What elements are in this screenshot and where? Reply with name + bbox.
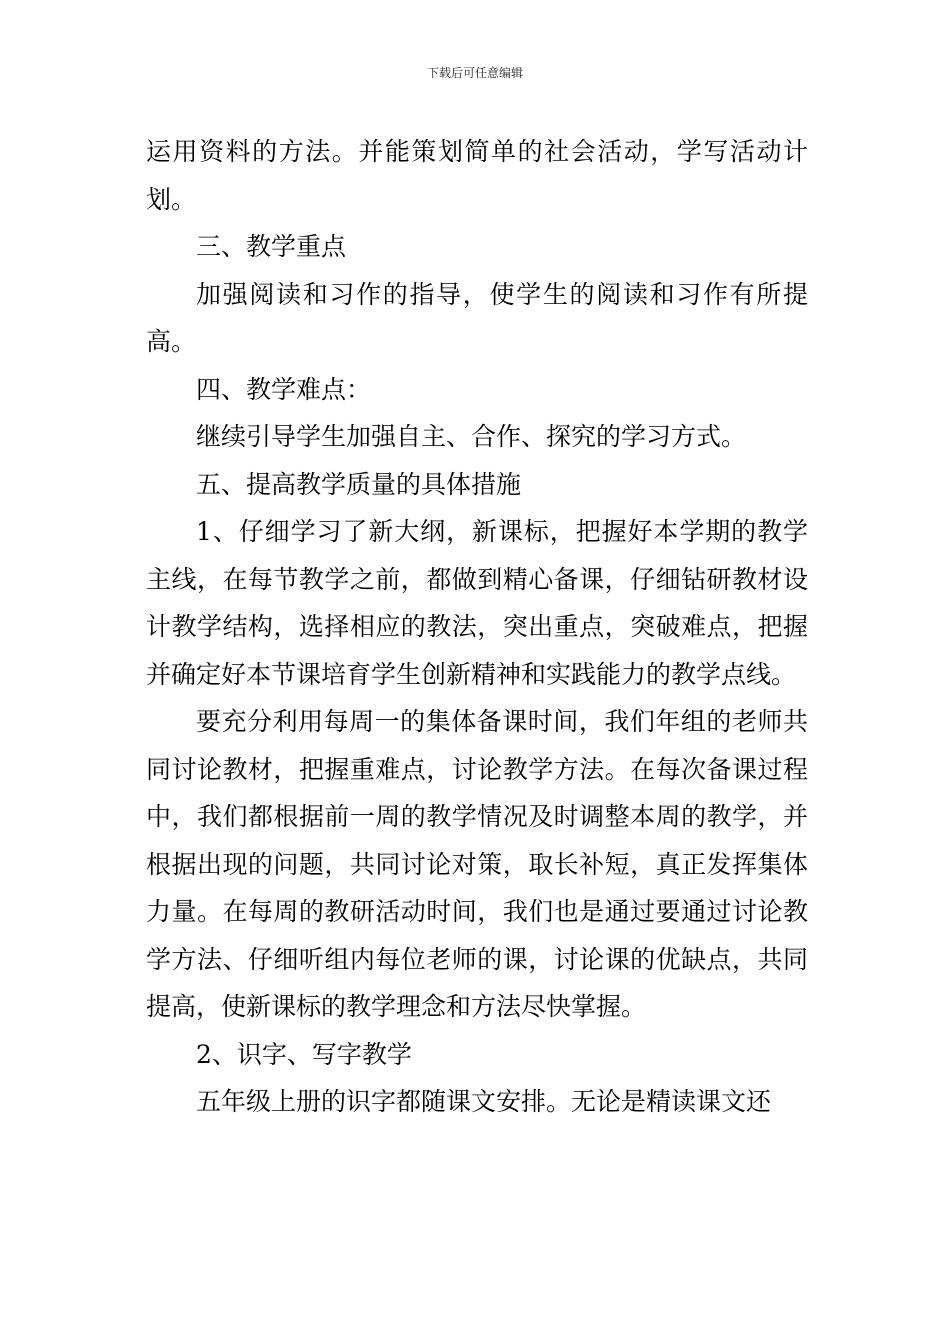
heading-literacy: 2、识字、写字教学 [196, 1039, 412, 1069]
paragraph-1: 运用资料的方法。并能策划简单的社会活动，学写活动计划。 [146, 137, 808, 214]
paragraph-4: 1、仔细学习了新大纲，新课标，把握好本学期的教学主线，在每节教学之前，都做到精心备课，仔细钻研教材设计教学结构，选择相应的教法，突出重点，突破难点，把握并确定好本节课培育学生创新精神和实践能力的教学点线。 [146, 517, 808, 689]
page-header: 下载后可任意编辑 [426, 66, 523, 80]
heading-teaching-focus: 三、教学重点 [196, 232, 347, 261]
heading-teaching-difficulty: 四、教学难点： [196, 374, 372, 404]
heading-measures: 五、提高教学质量的具体措施 [196, 469, 522, 499]
paragraph-5: 要充分利用每周一的集体备课时间，我们年组的老师共同讨论教材，把握重难点，讨论教学方法。在每次备课过程中，我们都根据前一周的教学情况及时调整本周的教学，并根据出现的问题，共同讨论对策，取长补短，真正发挥集体力量。在每周的教研活动时间，我们也是通过要通过讨论教学方法、仔细听组内每位老师的课，讨论课的优缺点，共同提高，使新课标的教学理念和方法尽快掌握。 [146, 707, 808, 1021]
paragraph-3: 继续引导学生加强自主、合作、探究的学习方式。 [196, 422, 747, 451]
paragraph-6: 五年级上册的识字都随课文安排。无论是精读课文还 [196, 1087, 772, 1116]
paragraph-2: 加强阅读和习作的指导，使学生的阅读和习作有所提高。 [146, 279, 808, 356]
document-body [146, 128, 808, 1126]
